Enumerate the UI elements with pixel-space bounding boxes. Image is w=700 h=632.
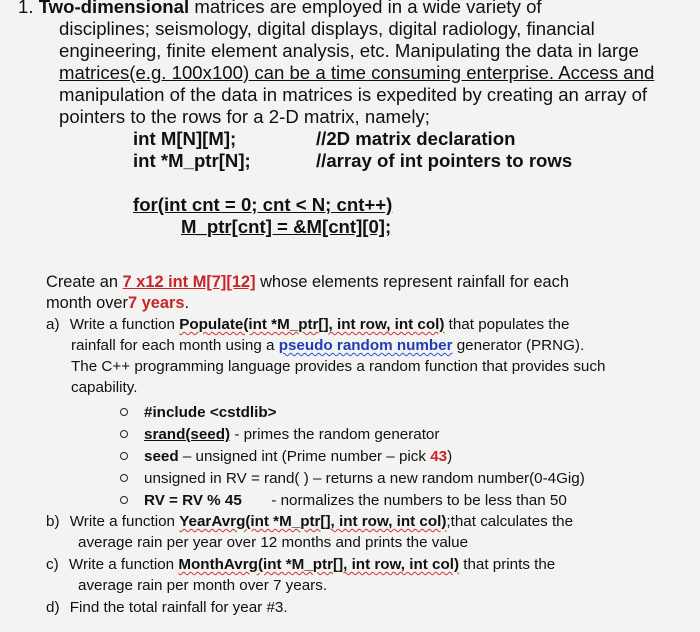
populate-signature: Populate(int *M_ptr[], int row, int col) (179, 316, 445, 333)
bullet-item: seed – unsigned int (Prime number – pick 43) (120, 447, 452, 467)
monthavrg-signature: MonthAvrg(int *M_ptr[], int row, int col) (178, 556, 460, 573)
code-for-loop: for(int cnt = 0; cnt < N; cnt++) (133, 194, 393, 215)
bullet-circle-icon (120, 452, 128, 460)
task-intro-line2: month over7 years. (46, 294, 190, 312)
code-decl-pointers: int *M_ptr[N]; (133, 150, 251, 171)
part-a-line2: rainfall for each month using a pseudo random number generator (PRNG). (71, 337, 585, 354)
code-decl-matrix: int M[N][M]; (133, 128, 237, 149)
problem-heading (18, 0, 542, 18)
code-assign: M_ptr[cnt] = &M[cnt][0]; (181, 216, 392, 237)
heading-bold: Two-dimensional (38, 0, 190, 17)
part-c-line1: c) Write a function MonthAvrg(int *M_ptr[], int row, int col) that prints the (46, 556, 556, 573)
bullet-item: #include <cstdlib> (120, 403, 277, 423)
bullet-circle-icon (120, 408, 128, 416)
paragraph-line: manipulation of the data in matrices is expedited by creating an array of (59, 84, 648, 105)
task-intro-line1: Create an 7 x12 int M[7][12] whose elements represent rainfall for each (46, 273, 569, 291)
bullet-circle-icon (120, 474, 128, 482)
code-comment-pointers: //array of int pointers to rows (316, 150, 573, 171)
part-c-label: c) (46, 556, 59, 573)
paragraph-line: disciplines; seismology, digital displays, digital radiology, financial (59, 18, 595, 39)
part-b-line2: average rain per year over 12 months and prints the value (78, 534, 469, 551)
paragraph-line: matrices(e.g. 100x100) can be a time consuming enterprise. Access and (59, 62, 655, 83)
yearavrg-signature: YearAvrg(int *M_ptr[], int row, int col) (179, 513, 447, 530)
bullet-circle-icon (120, 496, 128, 504)
paragraph-line: pointers to the rows for a 2-D matrix, namely; (59, 106, 430, 127)
bullet-item: unsigned in RV = rand( ) – returns a new random number(0-4Gig) (120, 469, 585, 489)
bullet-item: RV = RV % 45 - normalizes the numbers to be less than 50 (120, 491, 567, 511)
matrix-size-highlight: 7 x12 int M[7][12] (122, 273, 256, 291)
bullet-item: srand(seed) - primes the random generator (120, 425, 439, 445)
part-d-line1: d) Find the total rainfall for year #3. (46, 599, 288, 616)
part-b-label: b) (46, 513, 60, 530)
paragraph-line: engineering, finite element analysis, etc. Manipulating the data in large (59, 40, 639, 61)
years-highlight: 7 years (128, 294, 185, 312)
bullet-circle-icon (120, 430, 128, 438)
part-a-line3: The C++ programming language provides a random function that provides such (71, 358, 606, 375)
heading-rest: matrices are employed in a wide variety of (189, 0, 542, 17)
part-d-label: d) (46, 599, 60, 616)
prime-highlight: 43 (430, 448, 448, 465)
code-comment-matrix: //2D matrix declaration (316, 128, 516, 149)
part-b-line1: b) Write a function YearAvrg(int *M_ptr[], int row, int col);that calculates the (46, 513, 574, 530)
part-c-line2: average rain per month over 7 years. (78, 577, 328, 594)
part-a-line4: capability. (71, 379, 138, 396)
prng-highlight: pseudo random number (278, 337, 453, 354)
problem-number: 1. (18, 0, 34, 17)
part-a-line1: a) Write a function Populate(int *M_ptr[], int row, int col) that populates the (46, 316, 570, 333)
part-a-label: a) (46, 316, 60, 333)
